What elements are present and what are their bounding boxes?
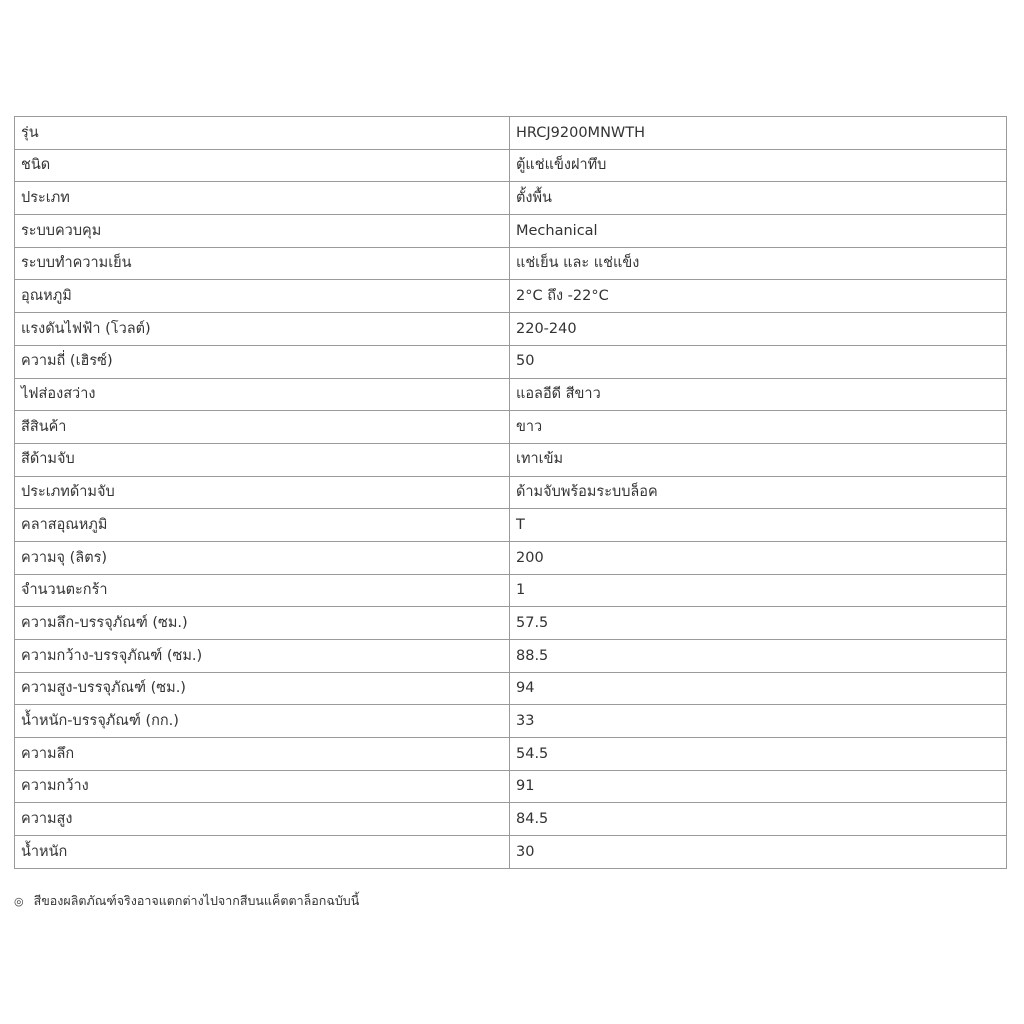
spec-label: ความถี่ (เฮิรซ์) xyxy=(15,345,510,378)
table-row xyxy=(15,247,1007,280)
spec-value: ด้ามจับพร้อมระบบล็อค xyxy=(510,476,1007,509)
table-row xyxy=(15,476,1007,509)
bullet-icon: ◎ xyxy=(14,895,24,908)
spec-table-body xyxy=(15,117,1007,869)
table-row xyxy=(15,182,1007,215)
table-row xyxy=(15,607,1007,640)
table-row xyxy=(15,215,1007,248)
spec-value: 57.5 xyxy=(510,607,1007,640)
table-row xyxy=(15,378,1007,411)
spec-label: ความกว้าง xyxy=(15,770,510,803)
table-row xyxy=(15,345,1007,378)
table-row xyxy=(15,509,1007,542)
spec-label: จำนวนตะกร้า xyxy=(15,574,510,607)
spec-table xyxy=(14,116,1007,869)
table-row xyxy=(15,836,1007,869)
spec-label: รุ่น xyxy=(15,117,510,150)
table-row xyxy=(15,411,1007,444)
spec-value: 33 xyxy=(510,705,1007,738)
spec-value: 200 xyxy=(510,541,1007,574)
spec-label: ชนิด xyxy=(15,149,510,182)
spec-label: ความจุ (ลิตร) xyxy=(15,541,510,574)
table-row xyxy=(15,443,1007,476)
table-row xyxy=(15,770,1007,803)
spec-value: 220-240 xyxy=(510,313,1007,346)
table-row xyxy=(15,117,1007,150)
spec-value: 88.5 xyxy=(510,640,1007,673)
table-row xyxy=(15,803,1007,836)
spec-value: 1 xyxy=(510,574,1007,607)
spec-label: ไฟส่องสว่าง xyxy=(15,378,510,411)
spec-label: ความกว้าง-บรรจุภัณฑ์ (ซม.) xyxy=(15,640,510,673)
spec-value: 54.5 xyxy=(510,738,1007,771)
spec-label: ความลึก xyxy=(15,738,510,771)
spec-value: Mechanical xyxy=(510,215,1007,248)
table-row xyxy=(15,541,1007,574)
spec-label: สีสินค้า xyxy=(15,411,510,444)
footnote-text: สีของผลิตภัณฑ์จริงอาจแตกต่างไปจากสีบนแค็ตตาล็อกฉบับนี้ xyxy=(33,893,360,908)
table-row xyxy=(15,672,1007,705)
spec-value: ขาว xyxy=(510,411,1007,444)
spec-value: 91 xyxy=(510,770,1007,803)
spec-value: 84.5 xyxy=(510,803,1007,836)
spec-value: ตั้งพื้น xyxy=(510,182,1007,215)
spec-label: แรงดันไฟฟ้า (โวลต์) xyxy=(15,313,510,346)
table-row xyxy=(15,280,1007,313)
spec-value: T xyxy=(510,509,1007,542)
spec-label: ความสูง xyxy=(15,803,510,836)
spec-value: 30 xyxy=(510,836,1007,869)
spec-value: 50 xyxy=(510,345,1007,378)
table-row xyxy=(15,705,1007,738)
spec-value: แอลอีดี สีขาว xyxy=(510,378,1007,411)
spec-label: ความสูง-บรรจุภัณฑ์ (ซม.) xyxy=(15,672,510,705)
spec-label: อุณหภูมิ xyxy=(15,280,510,313)
spec-label: สีด้ามจับ xyxy=(15,443,510,476)
spec-label: ระบบทำความเย็น xyxy=(15,247,510,280)
table-row xyxy=(15,313,1007,346)
spec-label: ประเภท xyxy=(15,182,510,215)
table-row xyxy=(15,738,1007,771)
footnote xyxy=(14,891,359,911)
spec-label: คลาสอุณหภูมิ xyxy=(15,509,510,542)
spec-label: ความลึก-บรรจุภัณฑ์ (ซม.) xyxy=(15,607,510,640)
spec-label: ประเภทด้ามจับ xyxy=(15,476,510,509)
spec-value: HRCJ9200MNWTH xyxy=(510,117,1007,150)
table-row xyxy=(15,574,1007,607)
spec-label: ระบบควบคุม xyxy=(15,215,510,248)
spec-value: แช่เย็น และ แช่แข็ง xyxy=(510,247,1007,280)
spec-value: ตู้แช่แข็งฝาทึบ xyxy=(510,149,1007,182)
spec-label: น้ำหนัก-บรรจุภัณฑ์ (กก.) xyxy=(15,705,510,738)
spec-value: 2°C ถึง -22°C xyxy=(510,280,1007,313)
table-row xyxy=(15,149,1007,182)
spec-value: เทาเข้ม xyxy=(510,443,1007,476)
table-row xyxy=(15,640,1007,673)
spec-value: 94 xyxy=(510,672,1007,705)
spec-label: น้ำหนัก xyxy=(15,836,510,869)
